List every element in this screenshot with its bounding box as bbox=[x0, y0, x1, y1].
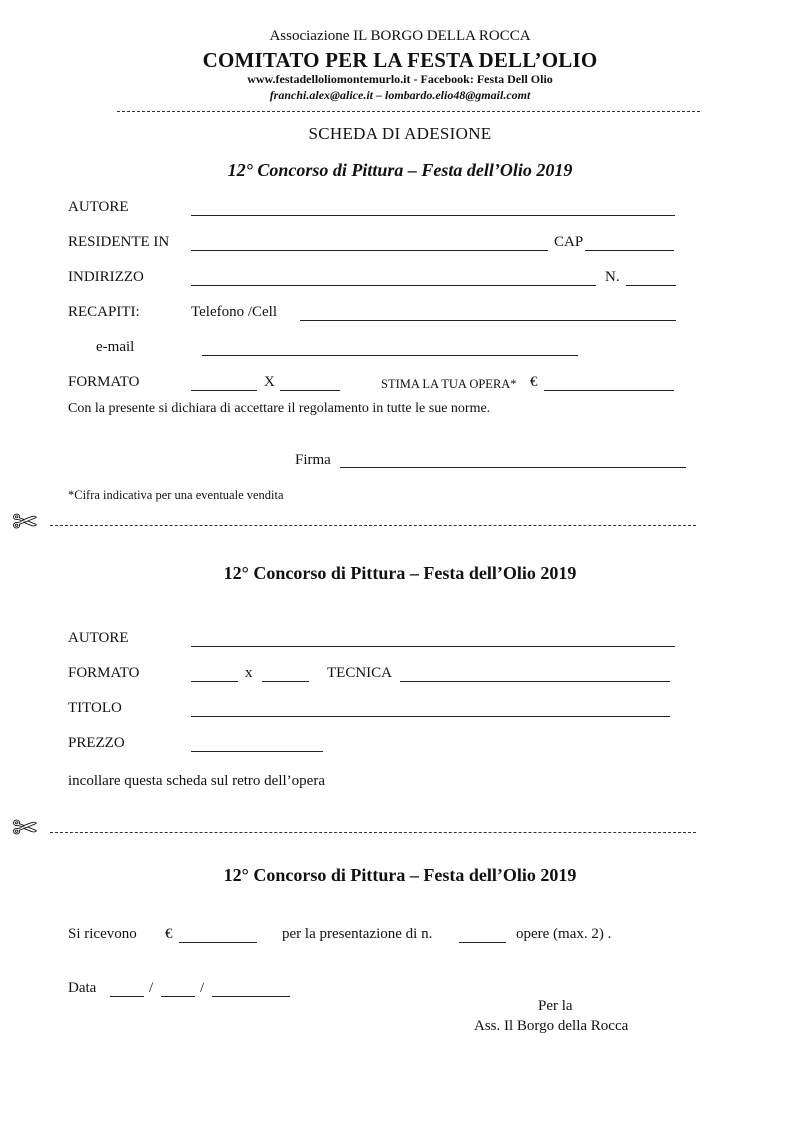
website-line: www.festadelloliomontemurlo.it - Facebook: Festa Dell Olio bbox=[247, 72, 553, 86]
telefono-label: Telefono /Cell bbox=[191, 304, 278, 320]
email-field[interactable] bbox=[202, 355, 578, 356]
receipt-count-field[interactable] bbox=[459, 942, 506, 943]
residente-label: RESIDENTE IN bbox=[68, 234, 170, 250]
telefono-field[interactable] bbox=[300, 320, 676, 321]
formato-width-field[interactable] bbox=[191, 390, 257, 391]
committee-title: COMITATO PER LA FESTA DELL’OLIO bbox=[202, 48, 598, 72]
receipt-contest-title: 12° Concorso di Pittura – Festa dell’Olio 2019 bbox=[223, 865, 577, 885]
date-year-field[interactable] bbox=[212, 996, 290, 997]
form-heading: SCHEDA DI ADESIONE bbox=[308, 124, 492, 143]
signature-org: Ass. Il Borgo della Rocca bbox=[474, 1018, 629, 1034]
indirizzo-label: INDIRIZZO bbox=[68, 269, 144, 285]
email-label: e-mail bbox=[96, 339, 135, 355]
form-contest-title: 12° Concorso di Pittura – Festa dell’Olio 2019 bbox=[227, 160, 573, 180]
data-label: Data bbox=[68, 980, 97, 996]
stima-field[interactable] bbox=[544, 390, 674, 391]
receipt-euro-sign: € bbox=[165, 926, 173, 942]
scissors-icon: ✄ bbox=[12, 811, 38, 846]
cap-field[interactable] bbox=[585, 250, 674, 251]
card-instruction: incollare questa scheda sul retro dell’opera bbox=[68, 773, 325, 789]
cut-line bbox=[50, 525, 696, 526]
formato-height-field[interactable] bbox=[280, 390, 340, 391]
autore-field[interactable] bbox=[191, 215, 675, 216]
numero-field[interactable] bbox=[626, 285, 676, 286]
card-prezzo-label: PREZZO bbox=[68, 735, 125, 751]
label-card-contest-title: 12° Concorso di Pittura – Festa dell’Olio 2019 bbox=[223, 563, 577, 583]
formato-x-label: X bbox=[264, 374, 275, 390]
residente-field[interactable] bbox=[191, 250, 548, 251]
date-month-field[interactable] bbox=[161, 996, 195, 997]
card-autore-label: AUTORE bbox=[68, 630, 129, 646]
card-formato-x-label: x bbox=[245, 665, 253, 681]
indirizzo-field[interactable] bbox=[191, 285, 596, 286]
si-ricevono-label: Si ricevono bbox=[68, 926, 137, 942]
receipt-amount-field[interactable] bbox=[179, 942, 257, 943]
card-formato-label: FORMATO bbox=[68, 665, 140, 681]
date-slash: / bbox=[200, 980, 205, 996]
autore-label: AUTORE bbox=[68, 199, 129, 215]
card-autore-field[interactable] bbox=[191, 646, 675, 647]
date-day-field[interactable] bbox=[110, 996, 144, 997]
stima-label: STIMA LA TUA OPERA* bbox=[381, 377, 517, 391]
recapiti-label: RECAPITI: bbox=[68, 304, 140, 320]
scissors-icon: ✄ bbox=[12, 505, 38, 540]
emails-line: franchi.alex@alice.it – lombardo.elio48@gmail.comt bbox=[269, 88, 531, 102]
cut-line bbox=[50, 832, 696, 833]
per-la-text: Per la bbox=[538, 998, 573, 1014]
presentazione-label: per la presentazione di n. bbox=[282, 926, 433, 942]
card-titolo-label: TITOLO bbox=[68, 700, 122, 716]
firma-label: Firma bbox=[295, 452, 331, 468]
card-formato-height-field[interactable] bbox=[262, 681, 309, 682]
formato-label: FORMATO bbox=[68, 374, 140, 390]
firma-field[interactable] bbox=[340, 467, 686, 468]
numero-label: N. bbox=[605, 269, 620, 285]
date-slash: / bbox=[149, 980, 154, 996]
header-divider bbox=[117, 111, 700, 112]
card-formato-width-field[interactable] bbox=[191, 681, 238, 682]
opere-label: opere (max. 2) . bbox=[516, 926, 612, 942]
card-titolo-field[interactable] bbox=[191, 716, 670, 717]
card-prezzo-field[interactable] bbox=[191, 751, 323, 752]
declaration-text: Con la presente si dichiara di accettare il regolamento in tutte le sue norme. bbox=[68, 401, 491, 416]
cap-label: CAP bbox=[554, 234, 584, 250]
footnote: *Cifra indicativa per una eventuale vendita bbox=[68, 488, 284, 502]
association-name: Associazione IL BORGO DELLA ROCCA bbox=[269, 28, 531, 44]
card-tecnica-label: TECNICA bbox=[327, 665, 392, 681]
card-tecnica-field[interactable] bbox=[400, 681, 670, 682]
euro-sign: € bbox=[530, 374, 538, 390]
